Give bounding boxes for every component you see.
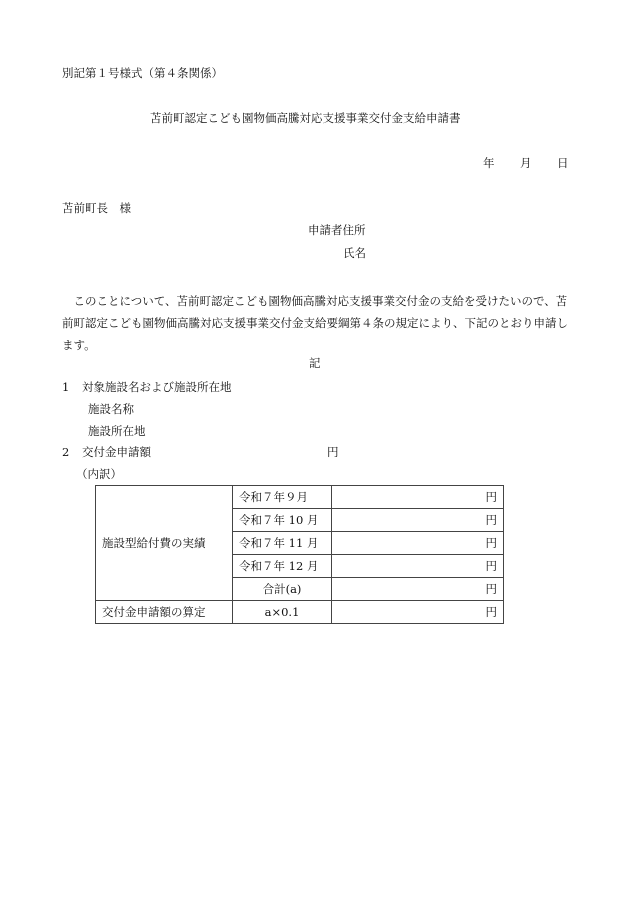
breakdown-label: （内訳）: [76, 467, 122, 481]
applicant-address-label: 申請者住所: [308, 223, 366, 237]
amount-cell: 円: [332, 486, 504, 509]
item2-unit: 円: [327, 445, 339, 459]
item2-label: 交付金申請額: [82, 445, 151, 459]
month-cell: 令和７年 11 月: [233, 532, 332, 555]
total-label-cell: 合計(a): [233, 578, 332, 601]
form-label: 別記第１号様式（第４条関係）: [62, 66, 223, 80]
month-cell: 令和７年 10 月: [233, 509, 332, 532]
amount-cell: 円: [332, 509, 504, 532]
month-cell: 令和７年 12 月: [233, 555, 332, 578]
item1-label: 対象施設名および施設所在地: [82, 380, 232, 394]
item2-number: 2: [62, 445, 70, 459]
table-row: [96, 486, 504, 509]
item1-number: 1: [62, 380, 70, 394]
breakdown-table: [95, 485, 504, 624]
amount-cell: 円: [332, 532, 504, 555]
group-label-cell: 施設型給付費の実績: [96, 486, 233, 601]
ki-label: 記: [309, 356, 321, 370]
date-day: 日: [557, 156, 569, 170]
calc-formula-cell: a×0.1: [233, 601, 332, 624]
recipient: 苫前町長 様: [62, 201, 131, 215]
facility-address-label: 施設所在地: [88, 424, 146, 438]
calc-amount-cell: 円: [332, 601, 504, 624]
amount-cell: 円: [332, 555, 504, 578]
facility-name-label: 施設名称: [88, 402, 134, 416]
table-row: [96, 601, 504, 624]
applicant-name-label: 氏名: [343, 246, 366, 260]
date-year: 年: [483, 156, 495, 170]
document-title: 苫前町認定こども園物価高騰対応支援事業交付金支給申請書: [150, 111, 461, 125]
month-cell: 令和７年９月: [233, 486, 332, 509]
total-amount-cell: 円: [332, 578, 504, 601]
calc-label-cell: 交付金申請額の算定: [96, 601, 233, 624]
date-month: 月: [520, 156, 532, 170]
body-paragraph: このことについて、苫前町認定こども園物価高騰対応支援事業交付金の支給を受けたいので、苫前町認定こども園物価高騰対応支援事業交付金支給要綱第４条の規定により、下記のとおり申請します。: [62, 294, 568, 352]
